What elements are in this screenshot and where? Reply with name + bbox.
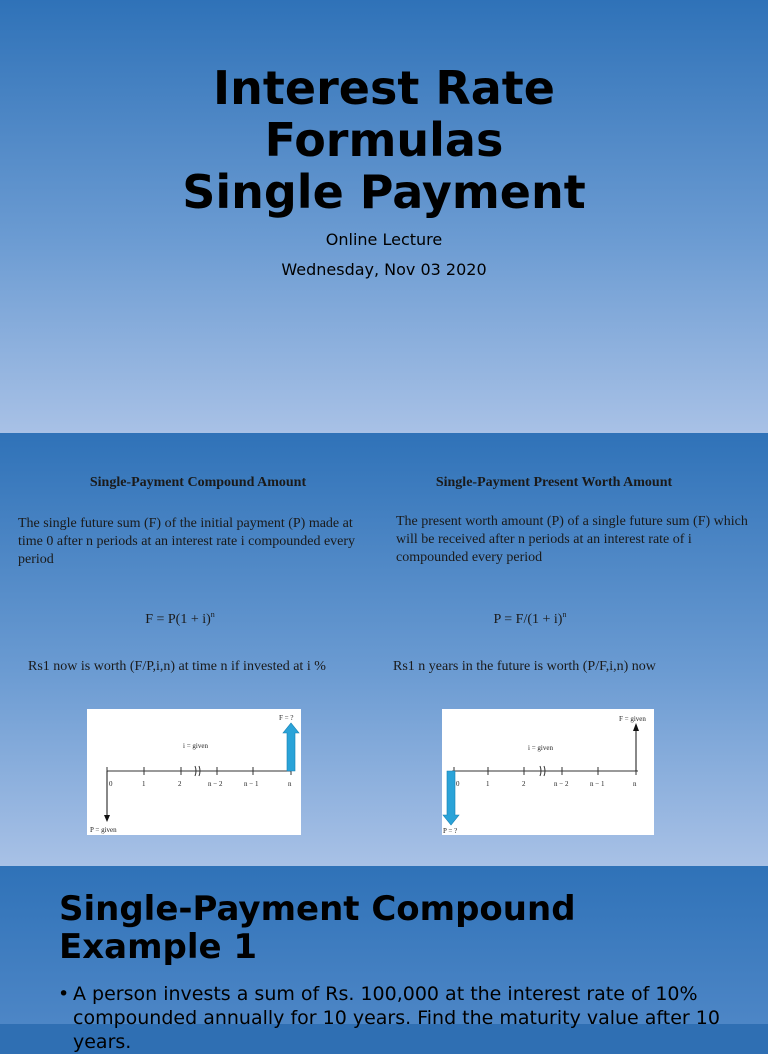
tick-label-1: 1 xyxy=(142,780,146,788)
tick-label-n: n xyxy=(633,780,637,788)
tick-label-n-2: n − 2 xyxy=(554,780,569,788)
p-label: P = ? xyxy=(443,827,458,835)
compound-amount-description: The single future sum (F) of the initial payment (P) made at time 0 after n periods at an interest rate i compounded every period xyxy=(18,516,356,567)
tick-label-n-1: n − 1 xyxy=(590,780,605,788)
p-label: P = given xyxy=(90,826,117,834)
present-worth-note: Rs1 n years in the future is worth (P/F,i,n) now xyxy=(393,659,656,674)
slide-date: Wednesday, Nov 03 2020 xyxy=(281,260,487,279)
tick-label-2: 2 xyxy=(522,780,526,788)
compound-amount-heading: Single-Payment Compound Amount xyxy=(89,475,307,490)
formulas-slide xyxy=(0,433,768,866)
tick-label-2: 2 xyxy=(178,780,182,788)
present-worth-formula: $P = F/(1 + i)^n$ xyxy=(493,610,567,627)
slide-title: Interest Rate Formulas Single Payment xyxy=(182,61,586,219)
title-slide xyxy=(0,0,768,433)
example-heading: Single-Payment Compound Example 1 xyxy=(59,889,576,967)
present-worth-description: The present worth amount (P) of a single future sum (F) which will be received after n periods at an interest rate of i compounded every period xyxy=(396,514,748,565)
bullet-marker: • xyxy=(58,983,70,1005)
f-label: F = given xyxy=(619,715,646,723)
compound-amount-note: Rs1 now is worth (F/P,i,n) at time n if invested at i % xyxy=(28,659,326,674)
tick-label-n-2: n − 2 xyxy=(208,780,223,788)
tick-label-n-1: n − 1 xyxy=(244,780,259,788)
rate-label: i = given xyxy=(183,742,208,750)
compound-cash-flow-diagram xyxy=(87,709,301,835)
future-up-arrow-icon xyxy=(283,723,299,771)
present-worth-heading: Single-Payment Present Worth Amount xyxy=(435,475,673,490)
tick-label-0: 0 xyxy=(109,780,113,788)
present-worth-cash-flow-diagram xyxy=(442,709,654,835)
example-bullet-text: A person invests a sum of Rs. 100,000 at the interest rate of 10% compounded annually for 10 years. Find the maturity value after 10 years. xyxy=(73,983,720,1053)
f-label: F = ? xyxy=(279,714,294,722)
tick-label-0: 0 xyxy=(456,780,460,788)
arrow-head-up-icon xyxy=(633,723,639,731)
rate-label: i = given xyxy=(528,744,553,752)
example-bullet xyxy=(58,982,738,1054)
slide-subtitle: Online Lecture xyxy=(325,230,443,249)
tick-label-n: n xyxy=(288,780,292,788)
example-slide xyxy=(0,866,768,1053)
tick-label-1: 1 xyxy=(486,780,490,788)
compound-amount-formula: $F = P(1 + i)^n$ xyxy=(145,610,215,627)
arrow-head-down-icon xyxy=(104,815,110,822)
